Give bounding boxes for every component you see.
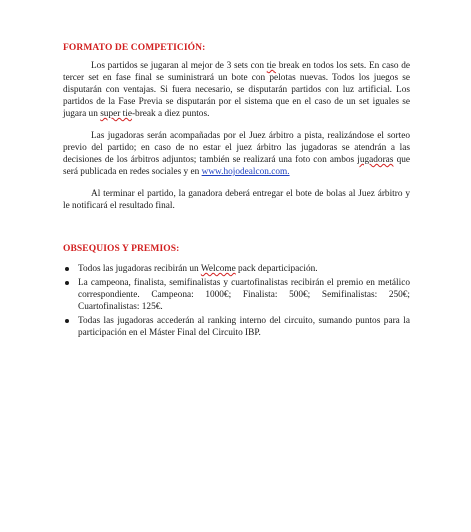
list-item-cash-prizes — [63, 277, 410, 313]
paragraph-text: Las jugadoras serán acompañadas por el Juez árbitro a pista, realizándose el sorteo previo del partido; en caso de no estar el juez árbitro las jugadoras se atendrán a las decisiones de los árbitros adjuntos; también se realizará una foto con ambos — [63, 131, 410, 165]
list-item-welcome-pack — [63, 263, 410, 275]
website-link[interactable]: www.hojodealcon.com. — [201, 167, 290, 177]
section-heading-formato: FORMATO DE COMPETICIÓN: — [63, 43, 206, 53]
paragraph-text: Los partidos se jugaran al mejor de 3 sets con — [91, 61, 267, 71]
spellcheck-word-welcome: Welcome — [200, 264, 236, 274]
paragraph-text: break en todos los sets. En caso de tercer set en fase final se suministrará un bote con pelotas nuevas. Todos los juegos se disputarán con ventajas. Si fuera necesario, se disputarán partidos con luz artificial. Los partidos de la Fase Previa se disputarán por el sistema que en el caso de un set iguales se jugara un — [63, 61, 410, 119]
paragraph-referee — [63, 130, 410, 178]
bullet-icon — [65, 281, 69, 285]
bullet-icon — [65, 319, 69, 323]
list-item-text: Todas las jugadoras accederán al ranking interno del circuito, sumando puntos para la participación en el Máster Final del Circuito IBP. — [78, 316, 410, 338]
document-body — [63, 42, 410, 341]
spellcheck-word-super-tie: super tie — [100, 109, 132, 119]
list-item-ranking — [63, 315, 410, 339]
list-item-text: La campeona, finalista, semifinalistas y cuartofinalistas recibirán el premio en metálico correspondiente. Campeona: 1000€; Finalista: 500€; Semifinalistas: 250€; Cuartofinalistas: 125€. — [78, 278, 410, 312]
section-heading-premios: OBSEQUIOS Y PREMIOS: — [63, 244, 180, 254]
list-item-text: pack departicipación. — [235, 264, 318, 274]
list-item-text: Todos las jugadoras recibirán un — [78, 264, 201, 274]
paragraph-match-format — [63, 60, 410, 120]
paragraph-end-match: Al terminar el partido, la ganadora deberá entregar el bote de bolas al Juez árbitro y le notificará el resultado final. — [63, 189, 410, 211]
paragraph-text: que será publicada en redes sociales y en — [63, 155, 410, 177]
paragraph-text: -break a diez puntos. — [131, 109, 210, 119]
bullet-icon — [65, 267, 69, 271]
spellcheck-word-jugadoras: jugadoras — [357, 155, 394, 165]
prizes-list — [63, 263, 410, 339]
spellcheck-word-tie: tie — [266, 61, 277, 71]
